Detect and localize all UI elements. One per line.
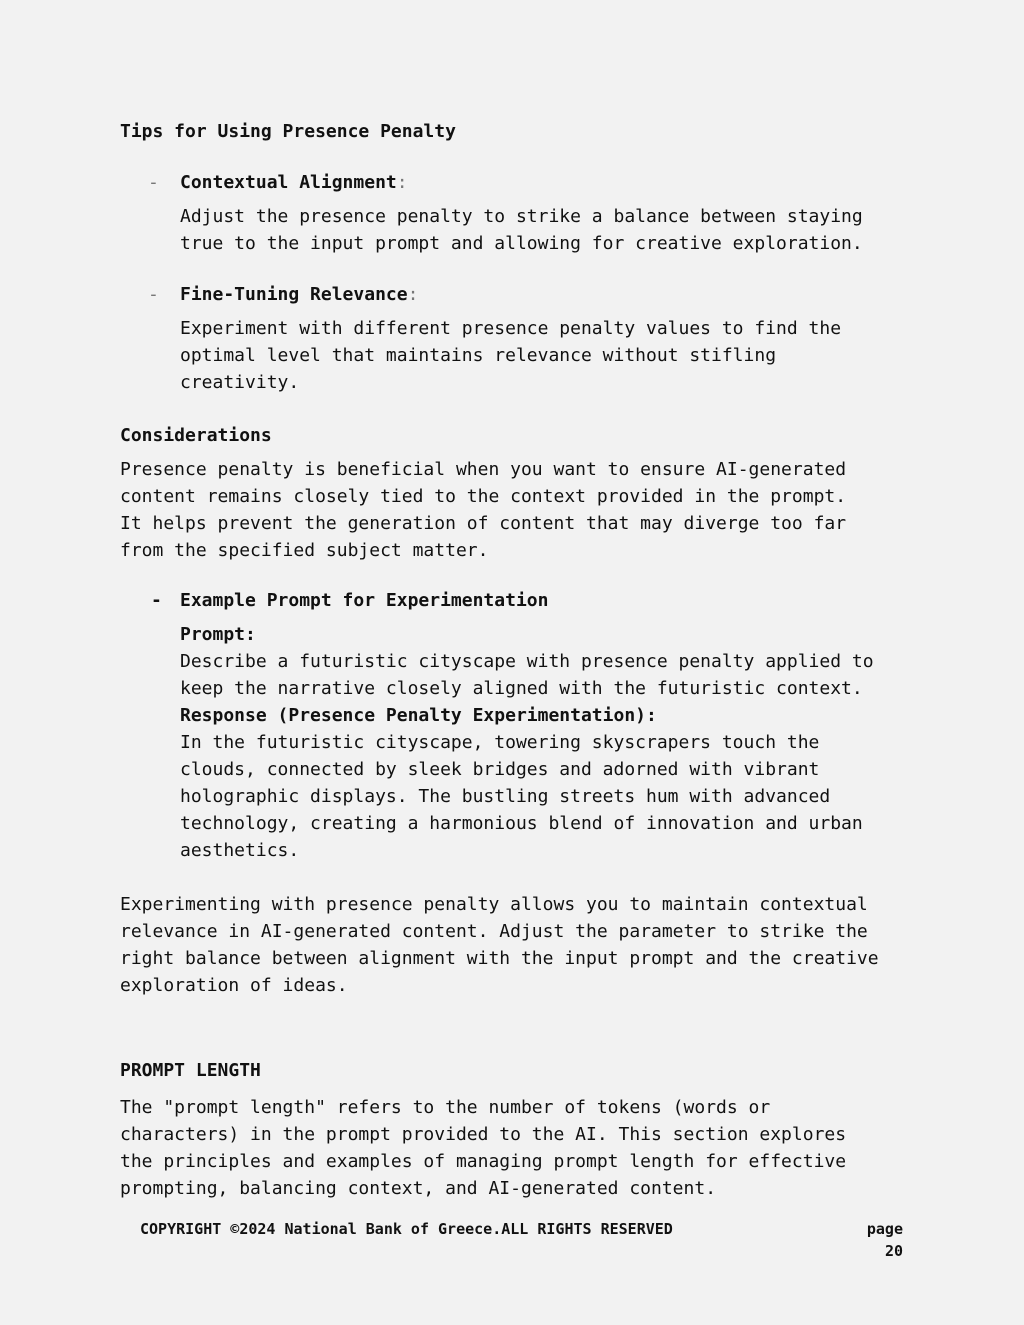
list-item-body (180, 203, 863, 257)
list-item-title-row (180, 281, 418, 308)
prompt-label: Prompt: (180, 624, 256, 645)
text-line: Experimenting with presence penalty allows you to maintain contextual (120, 894, 868, 915)
text-line: content remains closely tied to the context provided in the prompt. (120, 486, 847, 507)
summary-paragraph (120, 891, 879, 999)
text-line: Presence penalty is beneficial when you want to ensure AI-generated (120, 459, 847, 480)
text-line: exploration of ideas. (120, 975, 348, 996)
response-label: Response (Presence Penalty Experimentation): (180, 705, 657, 726)
text-line: the principles and examples of managing prompt length for effective (120, 1151, 847, 1172)
text-line: creativity. (180, 372, 300, 393)
footer-copyright: COPYRIGHT ©2024 National Bank of Greece.ALL RIGHTS RESERVED (140, 1220, 673, 1238)
list-item-title: Fine-Tuning Relevance (180, 284, 408, 305)
list-bullet-dash: - (148, 284, 159, 305)
text-line: keep the narrative closely aligned with the futuristic context. (180, 678, 863, 699)
text-line: right balance between alignment with the input prompt and the creative (120, 948, 879, 969)
text-line: aesthetics. (180, 840, 300, 861)
text-line: technology, creating a harmonious blend of innovation and urban (180, 813, 863, 834)
list-bullet-dash: - (148, 172, 159, 193)
text-line: from the specified subject matter. (120, 540, 489, 561)
text-line: clouds, connected by sleek bridges and adorned with vibrant (180, 759, 820, 780)
section-heading-prompt-length: PROMPT LENGTH (120, 1060, 261, 1081)
list-bullet-dash: - (151, 590, 162, 611)
text-line: optimal level that maintains relevance without stifling (180, 345, 777, 366)
list-item-body (180, 315, 841, 396)
text-line: It helps prevent the generation of content that may diverge too far (120, 513, 847, 534)
text-line: The "prompt length" refers to the number of tokens (words or (120, 1097, 771, 1118)
list-item-title: Contextual Alignment (180, 172, 397, 193)
example-body (180, 621, 874, 864)
text-line: Describe a futuristic cityscape with presence penalty applied to (180, 651, 874, 672)
list-item-colon: : (396, 172, 408, 193)
text-line: Adjust the presence penalty to strike a balance between staying (180, 206, 863, 227)
example-title: Example Prompt for Experimentation (180, 590, 549, 611)
text-line: true to the input prompt and allowing for creative exploration. (180, 233, 863, 254)
considerations-paragraph (120, 456, 846, 564)
list-item-colon: : (407, 284, 419, 305)
footer-page-label: page (866, 1220, 903, 1238)
section-heading-tips: Tips for Using Presence Penalty (120, 121, 456, 142)
text-line: relevance in AI-generated content. Adjust the parameter to strike the (120, 921, 868, 942)
text-line: Experiment with different presence penalty values to find the (180, 318, 842, 339)
text-line: In the futuristic cityscape, towering skyscrapers touch the (180, 732, 820, 753)
list-item-title-row (180, 169, 408, 196)
footer-page-number: 20 (884, 1242, 903, 1260)
text-line: prompting, balancing context, and AI-generated content. (120, 1178, 717, 1199)
text-line: holographic displays. The bustling streets hum with advanced (180, 786, 831, 807)
section-heading-considerations: Considerations (120, 425, 272, 446)
text-line: characters) in the prompt provided to the AI. This section explores (120, 1124, 847, 1145)
prompt-length-paragraph (120, 1094, 846, 1202)
